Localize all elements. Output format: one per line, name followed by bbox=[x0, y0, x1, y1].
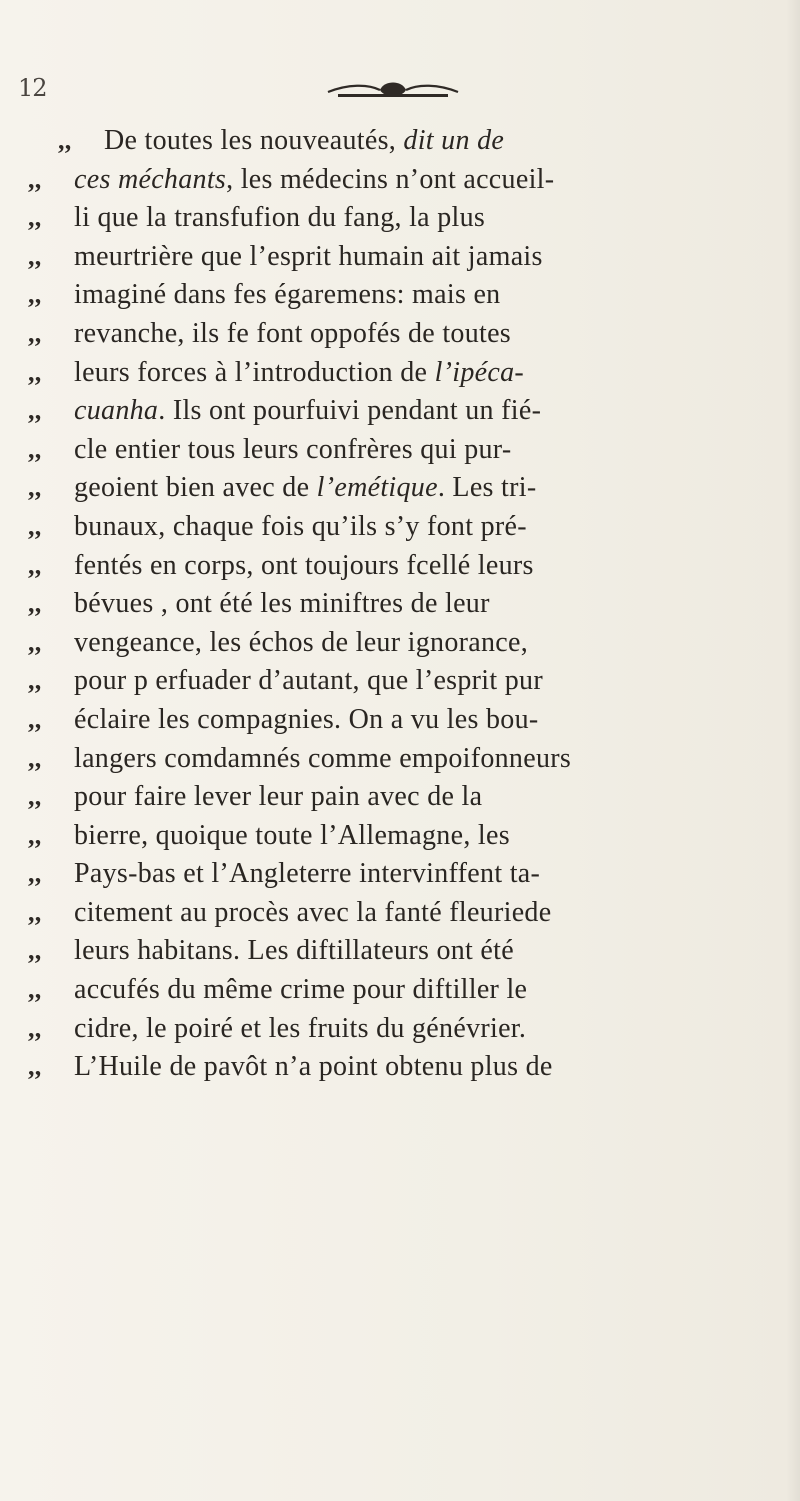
quote-mark: ,, bbox=[28, 627, 42, 657]
text-segment: bierre, quoique toute l’Allemagne, les bbox=[74, 819, 510, 851]
text-segment: fentés en corps, ont toujours fcellé leurs bbox=[74, 549, 534, 581]
line-text bbox=[74, 781, 482, 812]
text-line bbox=[28, 276, 798, 315]
quote-mark: ,, bbox=[28, 975, 42, 1005]
quote-mark: ,, bbox=[28, 280, 42, 310]
text-segment: accufés du même crime pour diftiller le bbox=[74, 974, 528, 1006]
text-line bbox=[28, 122, 798, 161]
quote-mark: ,, bbox=[28, 859, 42, 889]
text-segment: . Ils ont pourfuivi pendant un fié- bbox=[158, 395, 542, 427]
text-segment: langers comdamnés comme empoifonneurs bbox=[74, 742, 572, 774]
line-text bbox=[74, 472, 536, 503]
text-segment: revanche, ils fe font oppofés de toutes bbox=[74, 317, 512, 349]
line-text bbox=[74, 974, 527, 1005]
body-text bbox=[28, 122, 798, 1087]
quote-mark: ,, bbox=[28, 936, 42, 966]
quote-mark: ,, bbox=[28, 396, 42, 426]
text-segment: vengeance, les échos de leur ignorance, bbox=[74, 626, 529, 658]
text-line bbox=[28, 971, 798, 1010]
line-text bbox=[74, 357, 524, 388]
italic-phrase: l’ipéca- bbox=[434, 356, 525, 388]
quote-mark: ,, bbox=[28, 589, 42, 619]
page-number: 12 bbox=[18, 74, 47, 102]
text-line bbox=[28, 469, 798, 508]
quote-mark: ,, bbox=[28, 782, 42, 812]
text-segment: L’Huile de pavôt n’a point obtenu plus de bbox=[74, 1051, 553, 1083]
italic-phrase: ces méchants bbox=[74, 163, 227, 195]
line-text bbox=[74, 743, 571, 774]
quote-mark: ,, bbox=[28, 164, 42, 194]
text-line bbox=[28, 740, 798, 779]
quote-mark: ,, bbox=[28, 666, 42, 696]
quote-mark: ,, bbox=[28, 897, 42, 927]
line-text bbox=[74, 1013, 526, 1044]
text-line bbox=[28, 932, 798, 971]
text-segment: leurs habitans. Les diftillateurs ont été bbox=[74, 935, 514, 967]
line-text bbox=[74, 241, 543, 272]
text-line bbox=[28, 161, 798, 200]
text-line bbox=[28, 585, 798, 624]
text-segment: geoient bien avec de bbox=[74, 472, 317, 504]
line-text bbox=[74, 1051, 553, 1082]
quote-mark: ,, bbox=[28, 743, 42, 773]
line-text bbox=[74, 858, 540, 889]
text-line bbox=[28, 315, 798, 354]
line-text bbox=[74, 434, 512, 465]
quote-mark: ,, bbox=[28, 511, 42, 541]
quote-mark: ,, bbox=[28, 318, 42, 348]
text-segment: De toutes les nouveautés, bbox=[104, 125, 404, 156]
text-segment: cidre, le poiré et les fruits du génévrier. bbox=[74, 1012, 527, 1044]
text-line bbox=[28, 817, 798, 856]
text-segment: Pays-bas et l’Angleterre intervinffent ta- bbox=[74, 858, 541, 890]
text-segment: imaginé dans fes égaremens: mais en bbox=[74, 279, 501, 311]
text-line bbox=[28, 199, 798, 238]
line-text bbox=[74, 588, 490, 619]
line-text bbox=[74, 820, 510, 851]
text-line bbox=[28, 508, 798, 547]
text-segment: leurs forces à l’introduction de bbox=[74, 356, 435, 388]
line-text bbox=[74, 935, 514, 966]
text-segment: meurtrière que l’esprit humain ait jamais bbox=[74, 240, 543, 272]
text-line bbox=[28, 855, 798, 894]
text-line bbox=[28, 354, 798, 393]
ornament-icon bbox=[318, 76, 468, 102]
italic-phrase: dit un de bbox=[403, 125, 505, 156]
text-line bbox=[28, 238, 798, 277]
text-line bbox=[28, 431, 798, 470]
line-text bbox=[74, 550, 534, 581]
text-line bbox=[28, 894, 798, 933]
text-line bbox=[28, 1010, 798, 1049]
quote-mark: ,, bbox=[28, 434, 42, 464]
line-text bbox=[74, 704, 539, 735]
text-segment: . Les tri- bbox=[437, 472, 537, 504]
text-segment: li que la transfufion du fang, la plus bbox=[74, 202, 486, 234]
quote-mark: ,, bbox=[28, 357, 42, 387]
quote-mark: ,, bbox=[28, 820, 42, 850]
text-segment: pour p erfuader d’autant, que l’esprit pur bbox=[74, 665, 543, 697]
text-segment: bévues , ont été les miniftres de leur bbox=[74, 588, 490, 620]
text-line bbox=[28, 392, 798, 431]
text-segment: citement au procès avec la fanté fleuriede bbox=[74, 896, 552, 928]
line-text bbox=[74, 665, 543, 696]
text-line bbox=[28, 701, 798, 740]
text-segment: , les médecins n’ont accueil- bbox=[226, 163, 555, 195]
line-text bbox=[74, 627, 528, 658]
line-text bbox=[74, 318, 511, 349]
text-segment: cle entier tous leurs confrères qui pur- bbox=[74, 433, 512, 465]
line-text bbox=[74, 202, 485, 233]
text-segment: pour faire lever leur pain avec de la bbox=[74, 781, 483, 813]
line-text bbox=[104, 125, 504, 156]
text-line bbox=[28, 662, 798, 701]
line-text bbox=[74, 164, 554, 195]
quote-mark: ,, bbox=[28, 241, 42, 271]
quote-mark: ,, bbox=[28, 473, 42, 503]
quote-mark: ,, bbox=[28, 1052, 42, 1082]
text-line bbox=[28, 624, 798, 663]
italic-phrase: cuanha bbox=[74, 395, 159, 427]
text-segment: bunaux, chaque fois qu’ils s’y font pré- bbox=[74, 510, 527, 542]
text-segment: éclaire les compagnies. On a vu les bou- bbox=[74, 703, 539, 735]
line-text bbox=[74, 511, 527, 542]
quote-mark: ,, bbox=[28, 203, 42, 233]
text-line bbox=[28, 778, 798, 817]
quote-mark: ,, bbox=[28, 704, 42, 734]
line-text bbox=[74, 897, 551, 928]
text-line bbox=[28, 1048, 798, 1087]
quote-mark: ,, bbox=[58, 126, 72, 155]
italic-phrase: l’emétique bbox=[316, 472, 438, 504]
line-text bbox=[74, 395, 541, 426]
quote-mark: ,, bbox=[28, 550, 42, 580]
text-line bbox=[28, 547, 798, 586]
quote-mark: ,, bbox=[28, 1013, 42, 1043]
line-text bbox=[74, 279, 500, 310]
